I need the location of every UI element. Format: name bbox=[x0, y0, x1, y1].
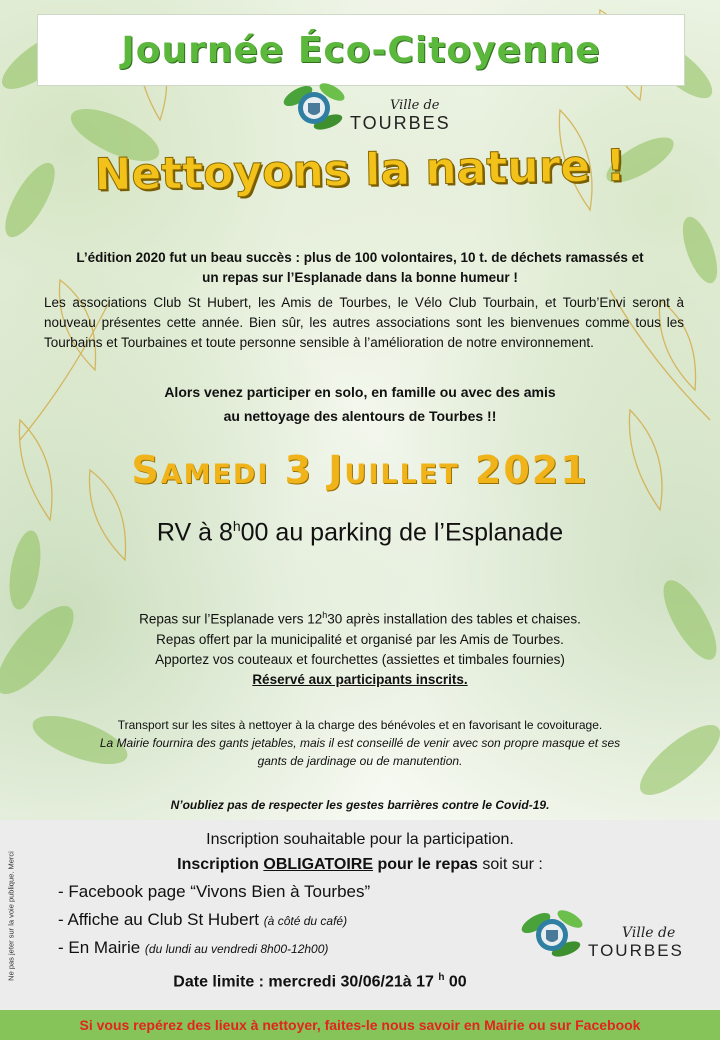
logo-bottom bbox=[520, 905, 684, 961]
logo-town-text: TOURBES bbox=[350, 113, 451, 133]
slogan: Nettoyons la nature ! bbox=[94, 140, 626, 201]
footer-text: Si vous repérez des lieux à nettoyer, faites-le nous savoir en Mairie ou sur Facebook bbox=[79, 1017, 641, 1033]
repas-line-1: Repas sur l’Esplanade vers 12$^h$30 après installation des tables et chaises. bbox=[139, 610, 581, 627]
repas-text bbox=[40, 605, 680, 690]
footer-banner bbox=[0, 1010, 720, 1040]
inscription-line-2: Inscription OBLIGATOIRE pour le repas soit sur : bbox=[177, 856, 543, 873]
title-banner bbox=[37, 14, 685, 86]
logo-ville-text: Ville de bbox=[622, 925, 676, 941]
invite-line-2: au nettoyage des alentours de Tourbes !! bbox=[223, 408, 497, 424]
page-title: Journée Éco-Citoyenne bbox=[121, 29, 601, 71]
associations-text: Les associations Club St Hubert, les Amis de Tourbes, le Vélo Club Tourbain, et Tourb’Envi seront à nouveau présentes cette année. Bien sûr, les autres associations sont les bienvenues comme tous les Tourbains et Tourbaines et toute personne sensible à l’amélioration de notre environnement. bbox=[44, 295, 684, 350]
repas-line-4: Réservé aux participants inscrits. bbox=[252, 671, 468, 687]
repas-line-3: Apportez vos couteaux et fourchettes (assiettes et timbales fournies) bbox=[155, 651, 565, 667]
logo-town-text: TOURBES bbox=[588, 941, 684, 960]
intro-line-2: un repas sur l’Esplanade dans la bonne humeur ! bbox=[202, 270, 518, 285]
rendezvous bbox=[40, 518, 680, 547]
event-date: Samedi 3 Juillet 2021 bbox=[131, 448, 589, 492]
inscription-line-1: Inscription souhaitable pour la participation. bbox=[206, 831, 514, 848]
intro-text bbox=[40, 248, 680, 288]
transport-text bbox=[40, 716, 680, 770]
logo-ville-text: Ville de bbox=[390, 98, 440, 113]
transport-line-1: Transport sur les sites à nettoyer à la charge des bénévoles et en favorisant le covoiturage. bbox=[117, 718, 603, 732]
invite-text bbox=[40, 380, 680, 428]
town-emblem-icon bbox=[282, 78, 348, 134]
repas-line-2: Repas offert par la municipalité et organisé par les Amis de Tourbes. bbox=[156, 631, 564, 647]
side-note: Ne pas jeter sur la voie publique. Merci bbox=[6, 851, 16, 981]
logo-top bbox=[282, 78, 451, 134]
rv-post: 00 au parking de l’Esplanade bbox=[240, 518, 564, 547]
rv-sup: h bbox=[232, 518, 241, 534]
intro-line-1: L’édition 2020 fut un beau succès : plus de 100 volontaires, 10 t. de déchets ramassés et bbox=[76, 250, 644, 265]
inscription-club: - Affiche au Club St Hubert (à côté du café) bbox=[58, 910, 348, 929]
inscription-mairie: - En Mairie (du lundi au vendredi 8h00-12h00) bbox=[58, 938, 329, 957]
transport-line-2: La Mairie fournira des gants jetables, mais il est conseillé de venir avec son propre masque et ses bbox=[99, 736, 621, 750]
covid-note: N’oubliez pas de respecter les gestes barrières contre le Covid-19. bbox=[170, 798, 550, 812]
town-emblem-icon bbox=[520, 905, 586, 961]
rv-pre: RV à 8 bbox=[156, 518, 233, 547]
deadline: Date limite : mercredi 30/06/21à 17 $^h$ 00 bbox=[173, 972, 467, 991]
invite-line-1: Alors venez participer en solo, en famille ou avec des amis bbox=[164, 384, 556, 400]
inscription-facebook: - Facebook page “Vivons Bien à Tourbes” bbox=[58, 882, 371, 901]
transport-line-3: gants de jardinage ou de manutention. bbox=[257, 754, 463, 768]
